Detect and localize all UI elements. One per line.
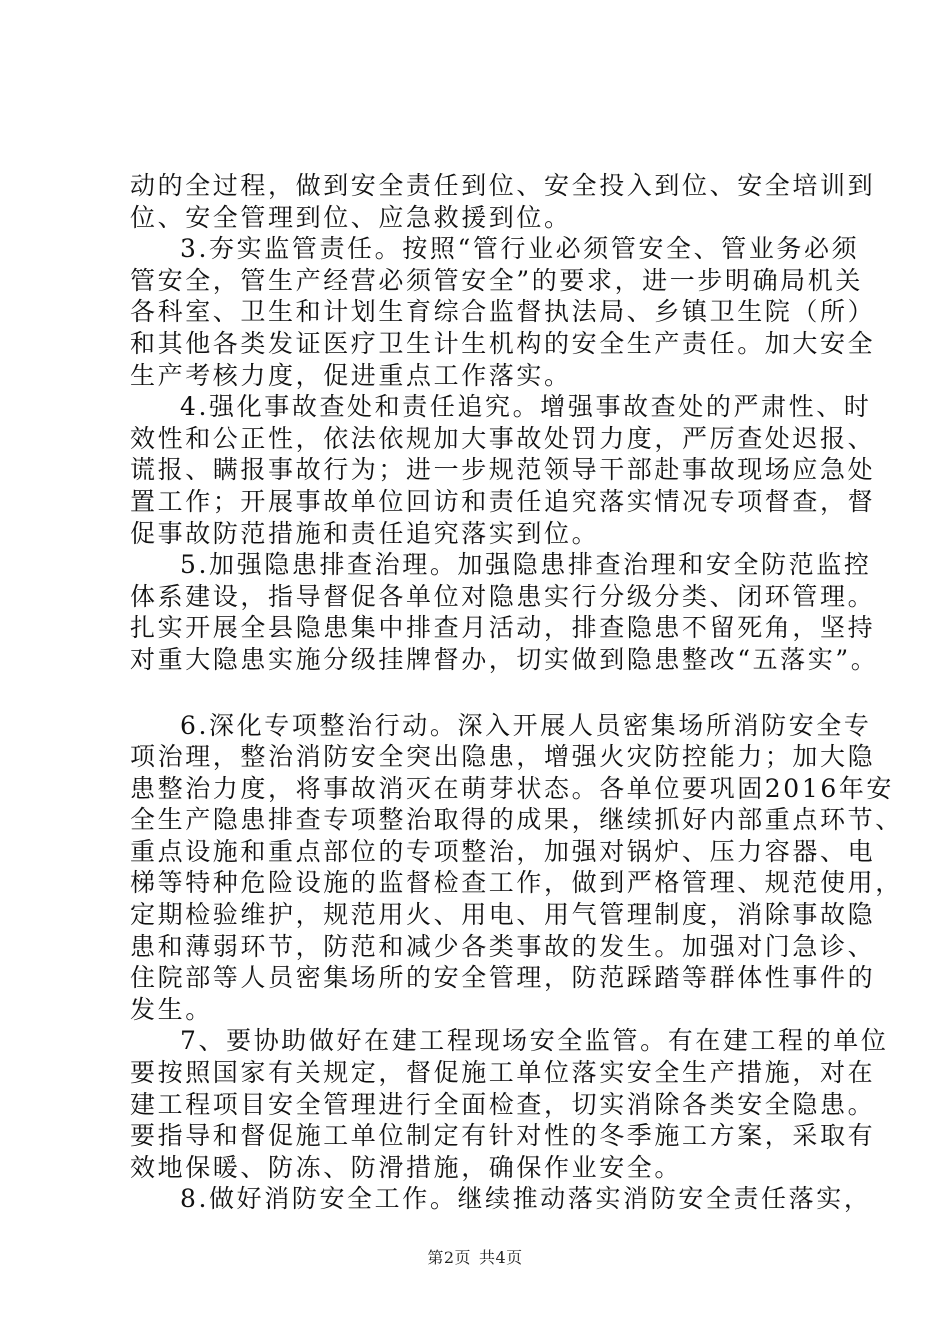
- paragraph-5-start: 5.加强隐患排查治理。加强隐患排查治理和安全防范监控: [180, 550, 872, 580]
- page-footer: [0, 1245, 950, 1268]
- text-line: 生产考核力度，促进重点工作落实。: [130, 360, 572, 390]
- text-line: 管安全，管生产经营必须管安全”的要求，进一步明确局机关: [130, 265, 863, 295]
- text-line: 梯等特种危险设施的监督检查工作，做到严格管理、规范使用，: [130, 868, 903, 898]
- text-line: 要指导和督促施工单位制定有针对性的冬季施工方案，采取有: [130, 1121, 876, 1151]
- text-line: 体系建设，指导督促各单位对隐患实行分级分类、闭环管理。: [130, 581, 876, 611]
- paragraph-8-start: 8.做好消防安全工作。继续推动落实消防安全责任落实，: [180, 1184, 872, 1214]
- text-line: 各科室、卫生和计划生育综合监督执法局、乡镇卫生院（所）: [130, 297, 876, 327]
- text-line: 对重大隐患实施分级挂牌督办，切实做到隐患整改“五落实”。: [130, 644, 879, 674]
- text-line: 效地保暖、防冻、防滑措施，确保作业安全。: [130, 1152, 683, 1182]
- text-line: 住院部等人员密集场所的安全管理，防范踩踏等群体性事件的: [130, 963, 876, 993]
- text-line: 扎实开展全县隐患集中排查月活动，排查隐患不留死角，坚持: [130, 613, 876, 643]
- page-number: 第2页: [427, 1248, 471, 1267]
- text-line: 患整治力度，将事故消灭在萌芽状态。各单位要巩固2016年安: [130, 773, 895, 803]
- text-line: 要按照国家有关规定，督促施工单位落实安全生产措施，对在: [130, 1058, 876, 1088]
- paragraph-7-start: 7、要协助做好在建工程现场安全监管。有在建工程的单位: [180, 1026, 889, 1056]
- text-line: 患和薄弱环节，防范和减少各类事故的发生。加强对门急诊、: [130, 931, 876, 961]
- paragraph-gap: [130, 676, 830, 710]
- text-line: 全生产隐患排查专项整治取得的成果，继续抓好内部重点环节、: [130, 805, 903, 835]
- text-line: 建工程项目安全管理进行全面检查，切实消除各类安全隐患。: [130, 1089, 876, 1119]
- paragraph-4-start: 4.强化事故查处和责任追究。增强事故查处的严肃性、时: [180, 392, 872, 422]
- text-line: 定期检验维护，规范用火、用电、用气管理制度，消除事故隐: [130, 900, 876, 930]
- text-line: 重点设施和重点部位的专项整治，加强对锅炉、压力容器、电: [130, 836, 876, 866]
- text-line: 动的全过程，做到安全责任到位、安全投入到位、安全培训到: [130, 171, 876, 200]
- document-body: [130, 170, 903, 1215]
- text-line: 谎报、瞒报事故行为；进一步规范领导干部赴事故现场应急处: [130, 455, 876, 485]
- text-line: 发生。: [130, 994, 213, 1024]
- text-line: 位、安全管理到位、应急救援到位。: [130, 202, 572, 232]
- text-line: 和其他各类发证医疗卫生计生机构的安全生产责任。加大安全: [130, 328, 876, 358]
- text-line: 促事故防范措施和责任追究落实到位。: [130, 518, 600, 548]
- text-line: 项治理，整治消防安全突出隐患，增强火灾防控能力；加大隐: [130, 742, 876, 772]
- text-line: 置工作；开展事故单位回访和责任追究落实情况专项督查，督: [130, 486, 876, 516]
- page-total: 共4页: [479, 1248, 523, 1267]
- paragraph-3-start: 3.夯实监管责任。按照“管行业必须管安全、管业务必须: [180, 234, 860, 264]
- paragraph-6-start: 6.深化专项整治行动。深入开展人员密集场所消防安全专: [180, 710, 872, 740]
- text-line: 效性和公正性，依法依规加大事故处罚力度，严厉查处迟报、: [130, 423, 876, 453]
